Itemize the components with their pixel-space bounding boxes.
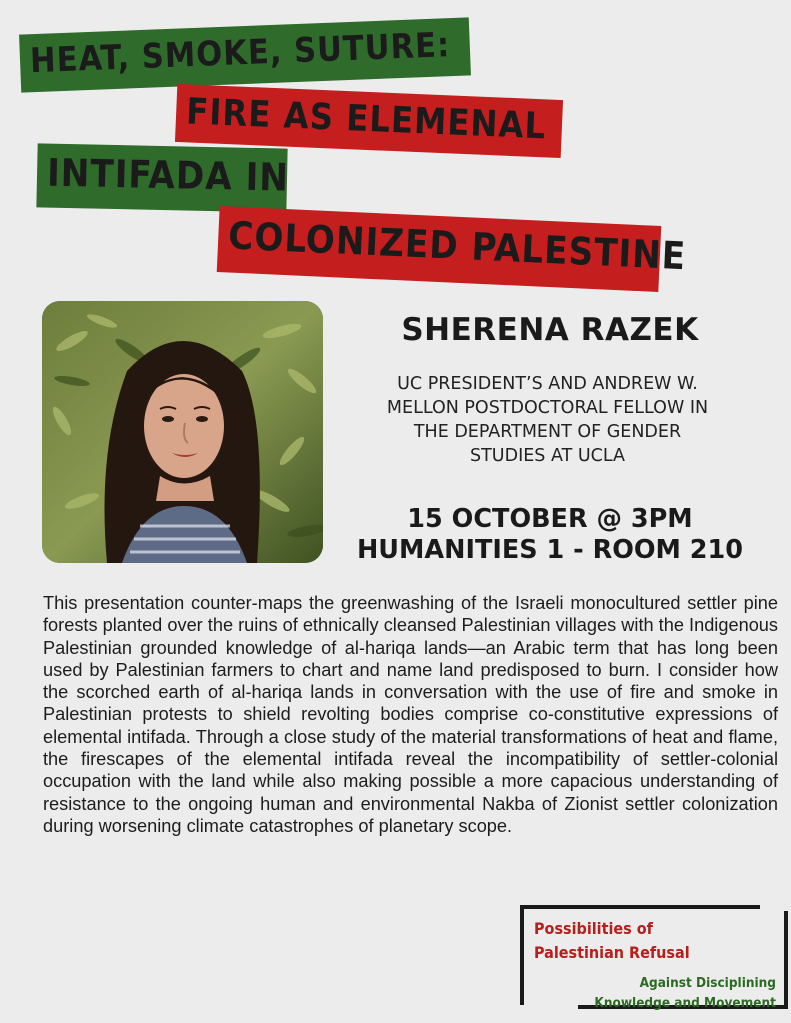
title-line-4: COLONIZED PALESTINE bbox=[227, 213, 688, 279]
frame-gap bbox=[760, 903, 791, 911]
event-date-time: 15 OCTOBER @ 3PM bbox=[407, 504, 693, 534]
title-banner-4 bbox=[217, 206, 688, 292]
series-subtitle-line-1: Against Disciplining bbox=[639, 975, 776, 991]
speaker-title-line: MELLON POSTDOCTORAL FELLOW IN bbox=[386, 398, 709, 418]
abstract-text: This presentation counter-maps the greenwashing of the Israeli monocultured settler pine forests planted over the ruins of ethnically cleansed Palestinian villages with the Indigenous Palestinian grounded knowledge of al-hariqa lands—an Arabic term that has long been used by Palestinian farmers to chart and name land predisposed to burn. I consider how the scorched earth of al-hariqa lands in conversation with the use of fire and smoke in Palestinian protests to shield revolting bodies comprise co-constitutive expressions of elemental intifada. Through a close study of the material transformations of heat and flame, the firescapes of the elemental intifada reveal the incompatibility of settler-colonial occupation with the land while also making possible a more capacious understanding of resistance to the ongoing human and environmental Nakba of Zionist settler colonization during worsening climate catastrophes of planetary scope. bbox=[43, 593, 779, 836]
title-banner-1 bbox=[19, 17, 471, 92]
title-banner-3 bbox=[36, 143, 290, 212]
series-subtitle-line-2: Knowledge and Movement bbox=[594, 995, 776, 1011]
event-location: HUMANITIES 1 - ROOM 210 bbox=[356, 535, 744, 565]
series-title-line-1: Possibilities of bbox=[534, 919, 653, 938]
title-line-3: INTIFADA IN bbox=[46, 150, 290, 200]
title-line-1: HEAT, SMOKE, SUTURE: bbox=[29, 25, 451, 82]
speaker-name: SHERENA RAZEK bbox=[401, 312, 699, 348]
frame-gap bbox=[518, 1005, 578, 1013]
speaker-portrait-icon bbox=[42, 301, 323, 563]
speaker-title-line: THE DEPARTMENT OF GENDER bbox=[413, 422, 682, 442]
series-title-line-2: Palestinian Refusal bbox=[534, 943, 690, 962]
speaker-title-line: UC PRESIDENT’S AND ANDREW W. bbox=[397, 374, 698, 394]
speaker-photo bbox=[42, 301, 323, 563]
series-box bbox=[520, 905, 788, 1009]
event-details bbox=[330, 504, 770, 566]
speaker-title-line: STUDIES AT UCLA bbox=[470, 446, 625, 466]
speaker-title bbox=[355, 372, 740, 468]
title-line-2: FIRE AS ELEMENAL bbox=[185, 91, 548, 148]
